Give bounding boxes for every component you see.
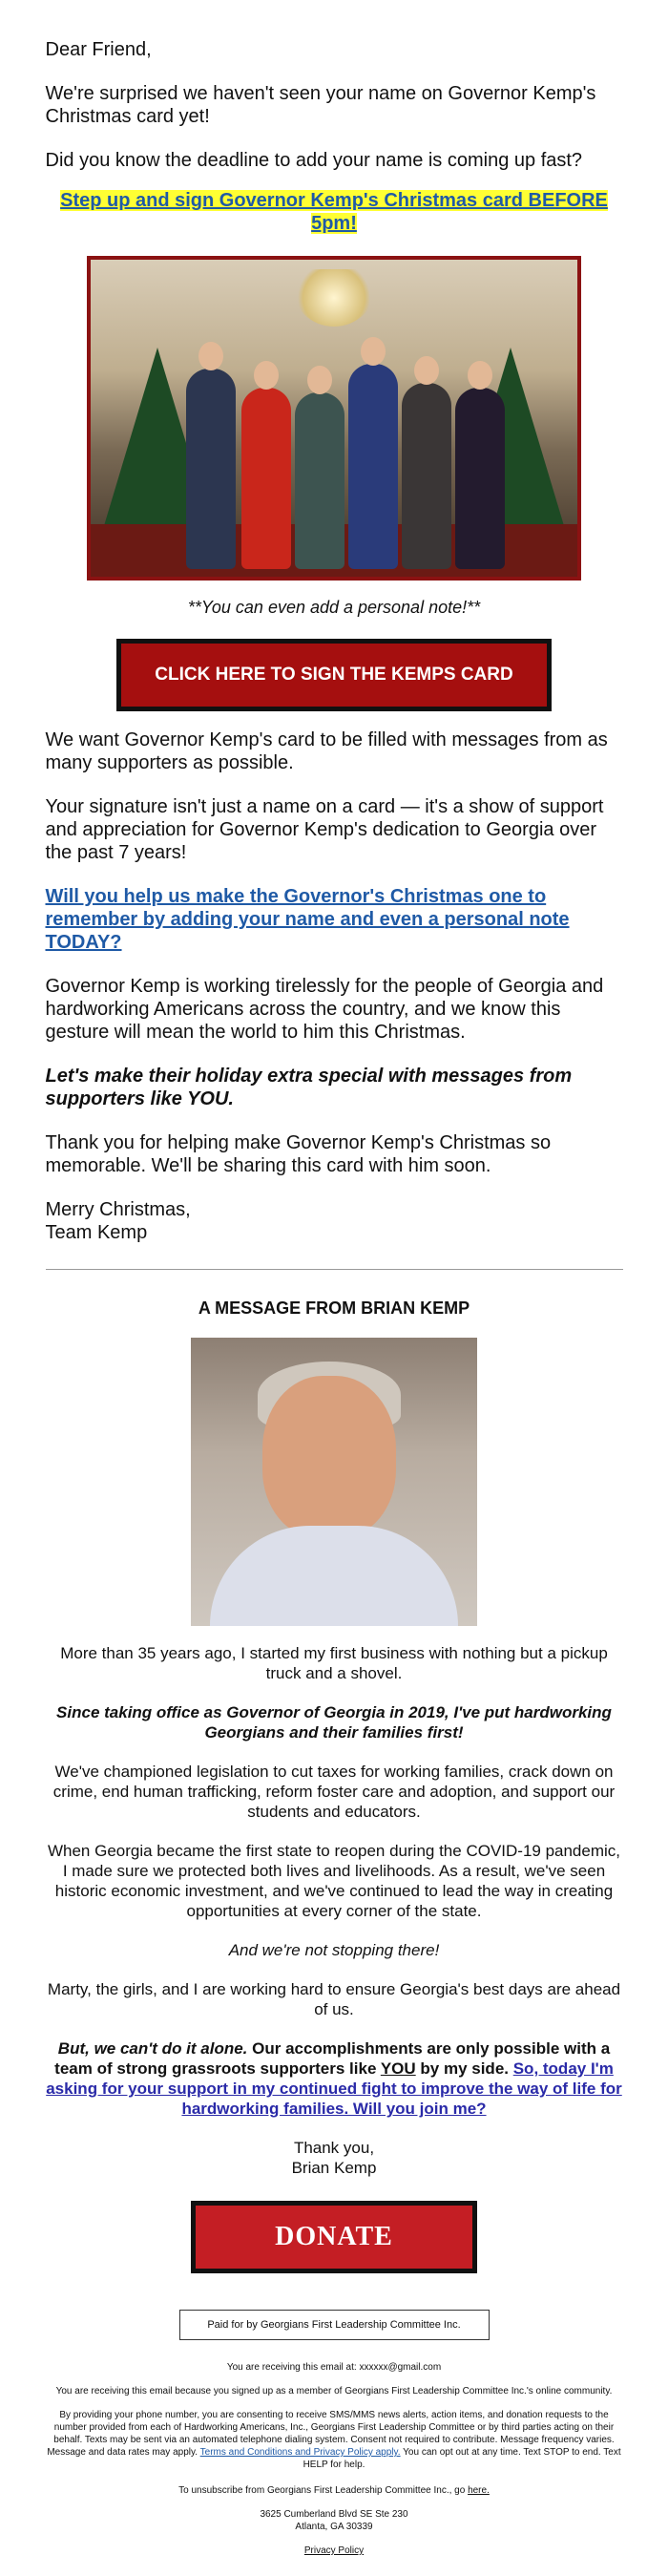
message-you: YOU bbox=[380, 2059, 416, 2078]
person-figure bbox=[348, 364, 398, 569]
message-legislation: We've championed legislation to cut taxes for working families, crack down on crime, end human trafficking, reform foster care and adoption, and support our students and educators. bbox=[52, 1763, 616, 1821]
unsubscribe-line bbox=[46, 2484, 623, 2497]
greeting: Dear Friend, bbox=[45, 39, 152, 60]
message-not-stopping: And we're not stopping there! bbox=[228, 1941, 440, 1959]
message-business: More than 35 years ago, I started my first business with nothing but a pickup truck and a shovel. bbox=[60, 1644, 608, 1682]
photo-caption: **You can even add a personal note!** bbox=[187, 598, 481, 617]
message-since-2019: Since taking office as Governor of Georgia in 2019, I've put hardworking Georgians and their families first! bbox=[56, 1703, 612, 1742]
headline bbox=[46, 189, 623, 235]
paragraph-deadline: Did you know the deadline to add your name is coming up fast? bbox=[45, 150, 583, 171]
email-body bbox=[46, 0, 623, 2576]
chandelier-graphic bbox=[291, 269, 377, 327]
paragraph-intro: We're surprised we haven't seen your name on Governor Kemp's Christmas card yet! bbox=[45, 83, 596, 127]
unsubscribe-text: To unsubscribe from Georgians First Leadership Committee Inc., go bbox=[178, 2485, 469, 2496]
join-me-link[interactable]: So, today I'm asking for your support in my continued fight to improve the way of life for hardworking families. Will you join me? bbox=[46, 2059, 622, 2118]
donate-button[interactable]: DONATE bbox=[191, 2201, 477, 2273]
sign-card-link[interactable]: Step up and sign Governor Kemp's Christmas card BEFORE 5pm! bbox=[60, 190, 608, 234]
email-recipient-line: You are receiving this email at: xxxxxx@gmail.com bbox=[226, 2362, 442, 2373]
person-figure bbox=[295, 392, 344, 569]
paragraph-fill-card: We want Governor Kemp's card to be filled with messages from as many supporters as possible. bbox=[45, 729, 608, 773]
paid-for-box: Paid for by Georgians First Leadership Committee Inc. bbox=[179, 2310, 490, 2340]
address-line-1: 3625 Cumberland Blvd SE Ste 230 bbox=[260, 2509, 408, 2520]
message-by-my-side: by my side. bbox=[415, 2059, 513, 2078]
person-figure bbox=[455, 388, 505, 569]
signature-brian-kemp: Brian Kemp bbox=[291, 2159, 377, 2177]
unsubscribe-link[interactable]: here. bbox=[468, 2485, 490, 2496]
message-cant-alone: But, we can't do it alone. bbox=[57, 2039, 248, 2058]
message-best-days: Marty, the girls, and I are working hard to ensure Georgia's best days are ahead of us. bbox=[47, 1980, 621, 2018]
paragraph-holiday: Let's make their holiday extra special with messages from supporters like YOU. bbox=[45, 1066, 573, 1109]
terms-link[interactable]: Terms and Conditions and Privacy Policy apply. bbox=[199, 2447, 401, 2458]
closing-line: Merry Christmas, bbox=[45, 1199, 191, 1220]
message-title: A MESSAGE FROM BRIAN KEMP bbox=[198, 1299, 470, 1318]
brian-kemp-portrait bbox=[191, 1338, 477, 1626]
family-christmas-photo[interactable] bbox=[87, 256, 581, 581]
paragraph-working: Governor Kemp is working tirelessly for the people of Georgia and hardworking Americans across the country, and we know this gesture will mean the world to him this Christmas. bbox=[45, 976, 604, 1043]
person-figure bbox=[402, 383, 451, 569]
sms-consent-text: By providing your phone number, you are consenting to receive SMS/MMS news alerts, action items, and donation requests to the number provided from each of Hardworking Americans, Inc., Georgians First Leadership Committee or by third parties acting on their behalf. Texts may be sent via an automated telephone dialing system. Consent not required to contribute. Message frequency varies. Message and data rates may apply. bbox=[47, 2410, 615, 2458]
person-figure bbox=[241, 388, 291, 569]
sms-consent bbox=[46, 2409, 623, 2471]
sign-card-button[interactable]: CLICK HERE TO SIGN THE KEMPS CARD bbox=[116, 639, 552, 711]
person-figure bbox=[186, 369, 236, 569]
sms-optout-text: You can opt out at any time. Text STOP to end. Text HELP for help. bbox=[303, 2447, 621, 2470]
thanks-line: Thank you, bbox=[293, 2139, 375, 2157]
section-divider bbox=[46, 1269, 623, 1270]
paragraph-signature: Your signature isn't just a name on a card — it's a show of support and appreciation for Governor Kemp's dedication to Georgia over the past 7 years! bbox=[45, 796, 604, 863]
privacy-policy-link[interactable]: Privacy Policy bbox=[303, 2545, 365, 2556]
message-support-ask bbox=[46, 2038, 623, 2119]
message-covid: When Georgia became the first state to reopen during the COVID-19 pandemic, I made sure we protected both lives and livelihoods. As a result, we've seen historic economic investment, and we've continued to lead the way in creating opportunities at every corner of the state. bbox=[47, 1842, 621, 1920]
address-line-2: Atlanta, GA 30339 bbox=[295, 2522, 373, 2532]
add-name-link[interactable]: Will you help us make the Governor's Christmas one to remember by adding your name and even a personal note TODAY? bbox=[45, 886, 570, 953]
signature-team: Team Kemp bbox=[45, 1222, 148, 1243]
signup-reason: You are receiving this email because you signed up as a member of Georgians First Leadership Committee Inc.'s online community. bbox=[55, 2386, 613, 2397]
paragraph-thanks: Thank you for helping make Governor Kemp's Christmas so memorable. We'll be sharing this card with him soon. bbox=[45, 1132, 552, 1176]
message-accomplishments: Our accomplishments are only possible with a team of strong grassroots supporters like bbox=[54, 2039, 611, 2078]
